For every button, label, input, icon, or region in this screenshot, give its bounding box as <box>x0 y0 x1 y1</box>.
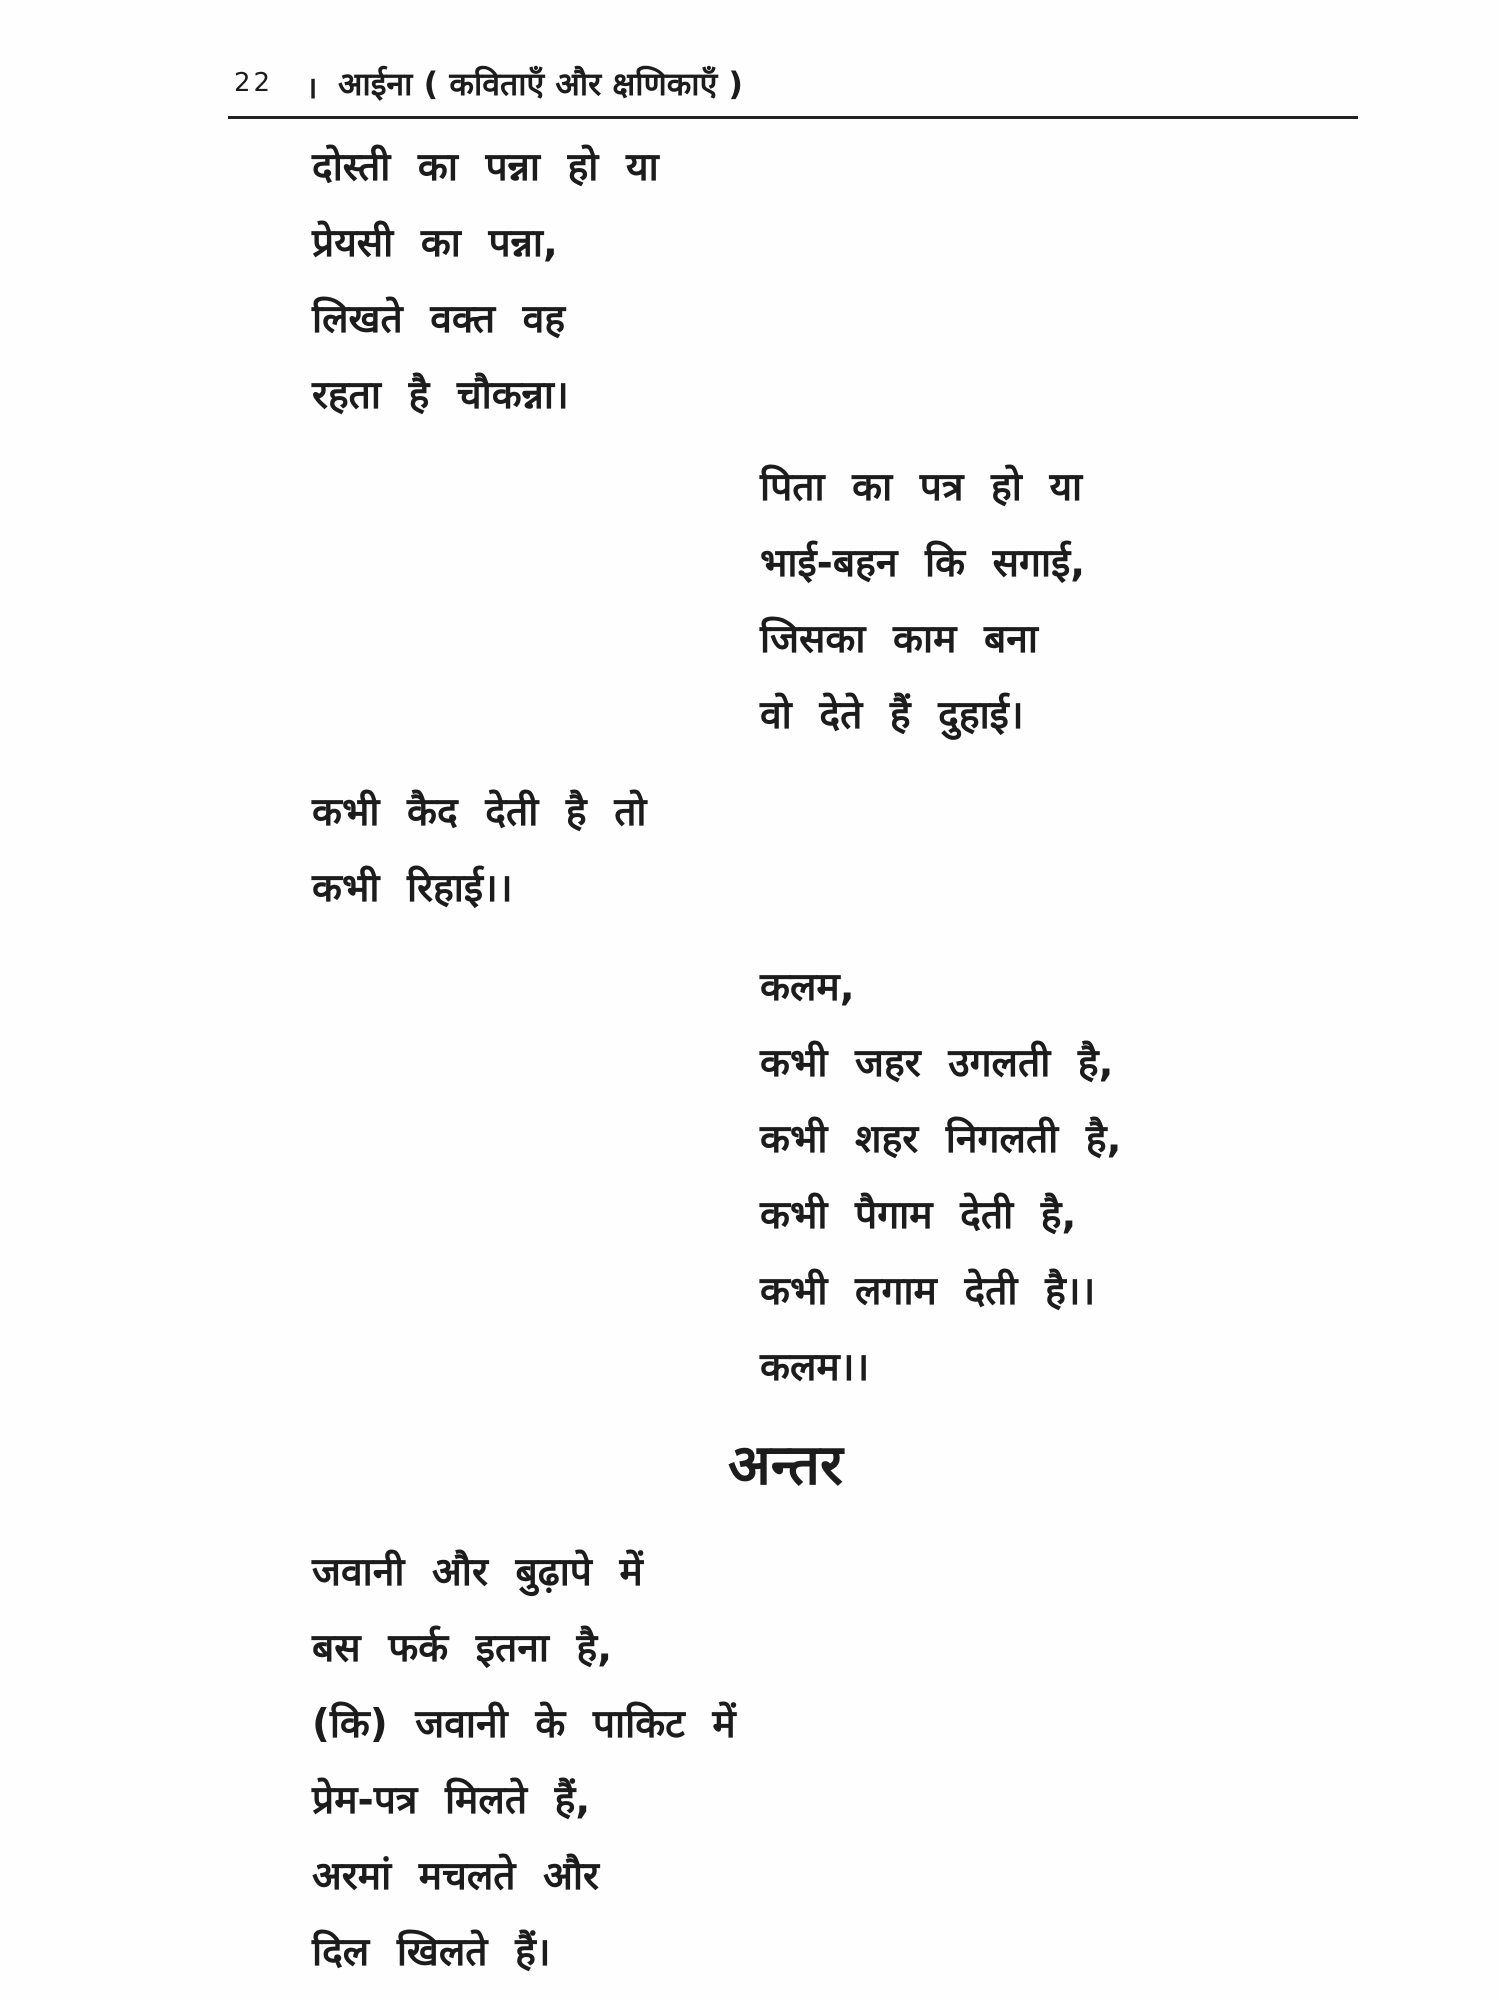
poem-line: कभी कैद देती है तो <box>312 790 647 835</box>
poem-line: प्रेयसी का पन्ना, <box>312 221 558 266</box>
poem-line: प्रेम-पत्र मिलते हैं, <box>312 1778 591 1823</box>
stanza-3 <box>312 775 647 927</box>
poem-line: रहता है चौकन्ना। <box>312 373 569 418</box>
poem-line: अरमां मचलते और <box>312 1854 599 1899</box>
stanza-4 <box>760 950 1121 1406</box>
poem-line: लिखते वक्त वह <box>312 297 566 342</box>
poem-line: जवानी और बुढ़ापे में <box>312 1550 643 1595</box>
page-header <box>228 60 1358 119</box>
page-number: 22 <box>234 68 274 98</box>
poem-line: दिल खिलते हैं। <box>312 1930 551 1975</box>
poem-line: कभी लगाम देती है।। <box>760 1269 1096 1314</box>
stanza-5 <box>312 1535 736 1991</box>
poem-line: कभी जहर उगलती है, <box>760 1041 1114 1086</box>
header-separator: । <box>306 71 318 106</box>
book-title: आईना ( कविताएँ और क्षणिकाएँ ) <box>338 65 744 103</box>
poem-title: अन्तर <box>728 1433 843 1498</box>
poem-line: बस फर्क इतना है, <box>312 1626 613 1671</box>
stanza-1 <box>312 130 659 434</box>
stanza-2 <box>760 450 1085 754</box>
poem-line: (कि) जवानी के पाकिट में <box>312 1702 736 1747</box>
poem-line: पिता का पत्र हो या <box>760 465 1083 510</box>
poem-line: भाई-बहन कि सगाई, <box>760 541 1086 586</box>
poem-line: जिसका काम बना <box>760 617 1039 662</box>
poem-line: कलम, <box>760 965 855 1010</box>
poem-line: कभी रिहाई।। <box>312 866 513 911</box>
poem-line: कलम।। <box>760 1345 870 1390</box>
poem-line: दोस्ती का पन्ना हो या <box>312 145 659 190</box>
poem-line: कभी पैगाम देती है, <box>760 1193 1077 1238</box>
poem-line: वो देते हैं दुहाई। <box>760 693 1024 738</box>
poem-line: कभी शहर निगलती है, <box>760 1117 1122 1162</box>
